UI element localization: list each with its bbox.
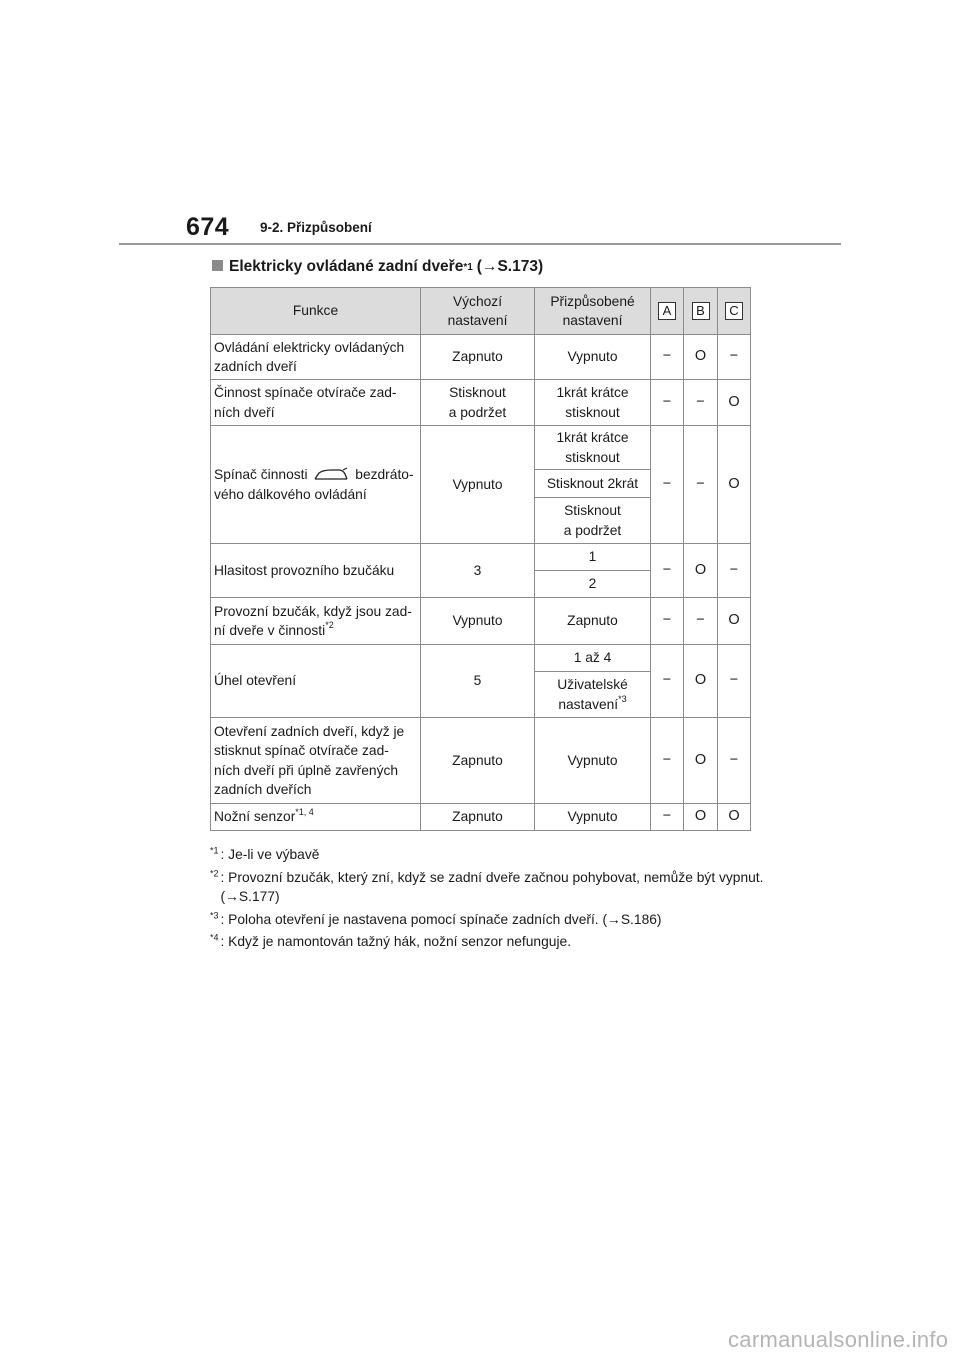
header-col-c xyxy=(718,288,751,335)
col-a-cell: − xyxy=(651,380,684,426)
footnote-mark: *4 xyxy=(210,932,219,943)
custom-cell: 1krát krátce stisknout xyxy=(535,380,651,426)
table-row xyxy=(211,598,751,645)
header-custom: Přizpůsobené nastavení xyxy=(535,288,651,335)
car-back-door-icon xyxy=(313,467,349,483)
header-default: Výchozí nastavení xyxy=(421,288,535,335)
col-b-cell: − xyxy=(684,598,718,645)
default-cell: Zapnuto xyxy=(421,718,535,804)
table-row xyxy=(211,380,751,426)
footnotes xyxy=(210,845,770,955)
col-c-cell: − xyxy=(718,335,751,380)
function-cell: Hlasitost provozního bzučáku xyxy=(211,544,421,598)
col-b-cell: − xyxy=(684,426,718,544)
default-cell: 5 xyxy=(421,645,535,718)
header-col-b xyxy=(684,288,718,335)
letter-a-box: A xyxy=(658,302,676,320)
sub-heading-page-reference[interactable]: (→S.173) xyxy=(476,258,544,275)
col-c-cell: O xyxy=(718,380,751,426)
custom-cell: Stisknout a podržet xyxy=(535,498,651,544)
custom-cell: Vypnuto xyxy=(535,335,651,380)
table-row xyxy=(211,804,751,831)
col-a-cell: − xyxy=(651,598,684,645)
footnote-mark: *2 xyxy=(210,867,219,878)
function-cell: Provozní bzučák, když jsou zad- ní dveře v činnosti$^{*2}$ xyxy=(211,598,421,645)
function-cell: Spínač činnosti bezdráto- vého dálkového ovládání xyxy=(211,426,421,544)
col-c-cell: O xyxy=(718,426,751,544)
col-c-cell: O xyxy=(718,804,751,831)
header-function: Funkce xyxy=(211,288,421,335)
col-b-cell: − xyxy=(684,380,718,426)
default-cell: 3 xyxy=(421,544,535,598)
custom-cell: Vypnuto xyxy=(535,718,651,804)
custom-cell: Stisknout 2krát xyxy=(535,470,651,498)
table-header-row xyxy=(211,288,751,335)
sub-heading-title: Elektricky ovládané zadní dveře xyxy=(229,258,464,275)
footnote-text: : Když je namontován tažný hák, nožní senzor nefunguje. xyxy=(220,934,572,949)
col-a-cell: − xyxy=(651,335,684,380)
table-row xyxy=(211,544,751,571)
footnote-mark: *3 xyxy=(210,909,219,920)
sub-heading xyxy=(212,258,543,276)
function-cell: Úhel otevření xyxy=(211,645,421,718)
custom-cell: 2 xyxy=(535,571,651,598)
col-c-cell: − xyxy=(718,718,751,804)
letter-b-box: B xyxy=(692,302,710,320)
footnote-mark: *1 xyxy=(210,845,219,856)
default-cell: Zapnuto xyxy=(421,335,535,380)
col-b-cell: O xyxy=(684,335,718,380)
col-c-cell: − xyxy=(718,544,751,598)
function-cell: Ovládání elektricky ovládaných zadních dveří xyxy=(211,335,421,380)
custom-cell: 1krát krátce stisknout xyxy=(535,426,651,470)
footnote-text: : Je-li ve výbavě xyxy=(220,847,320,862)
table-row xyxy=(211,645,751,672)
function-cell: Nožní senzor$^{*1, 4}$ xyxy=(211,804,421,831)
default-cell: Zapnuto xyxy=(421,804,535,831)
table-row xyxy=(211,335,751,380)
page-number: 674 xyxy=(186,213,230,241)
sub-heading-footnote-mark: *1 xyxy=(463,262,473,273)
col-a-cell: − xyxy=(651,426,684,544)
custom-cell: Uživatelské nastavení$^{*3}$ xyxy=(535,672,651,718)
col-a-cell: − xyxy=(651,645,684,718)
footnote xyxy=(210,868,770,907)
section-title: 9-2. Přizpůsobení xyxy=(260,220,372,235)
footnote-text: : Poloha otevření je nastavena pomocí spínače zadních dveří. (→S.186) xyxy=(220,911,662,927)
custom-cell: 1 až 4 xyxy=(535,645,651,672)
watermark: carmanualsonline.info xyxy=(728,1327,949,1352)
col-c-cell: − xyxy=(718,645,751,718)
table-row xyxy=(211,426,751,470)
default-cell: Vypnuto xyxy=(421,426,535,544)
footnote xyxy=(210,910,770,930)
col-b-cell: O xyxy=(684,804,718,831)
custom-cell: Vypnuto xyxy=(535,804,651,831)
footnote xyxy=(210,845,770,865)
header-divider xyxy=(119,243,841,245)
col-a-cell: − xyxy=(651,718,684,804)
col-b-cell: O xyxy=(684,645,718,718)
col-a-cell: − xyxy=(651,804,684,831)
default-cell: Vypnuto xyxy=(421,598,535,645)
function-cell: Otevření zadních dveří, když je stisknut spínač otvírače zad- ních dveří při úplně zavřených zadních dveřích xyxy=(211,718,421,804)
function-cell: Činnost spínače otvírače zad- ních dveří xyxy=(211,380,421,426)
table-row xyxy=(211,718,751,804)
header-col-a xyxy=(651,288,684,335)
custom-cell: 1 xyxy=(535,544,651,571)
col-a-cell: − xyxy=(651,544,684,598)
footnote xyxy=(210,932,770,952)
square-bullet-icon xyxy=(212,260,223,271)
default-cell: Stisknout a podržet xyxy=(421,380,535,426)
footnote-text: : Provozní bzučák, který zní, když se zadní dveře začnou pohybovat, nemůže být vypnut. (→S.177) xyxy=(220,869,764,904)
letter-c-box: C xyxy=(725,302,743,320)
col-c-cell: O xyxy=(718,598,751,645)
col-b-cell: O xyxy=(684,718,718,804)
col-b-cell: O xyxy=(684,544,718,598)
settings-table xyxy=(210,287,751,831)
custom-cell: Zapnuto xyxy=(535,598,651,645)
